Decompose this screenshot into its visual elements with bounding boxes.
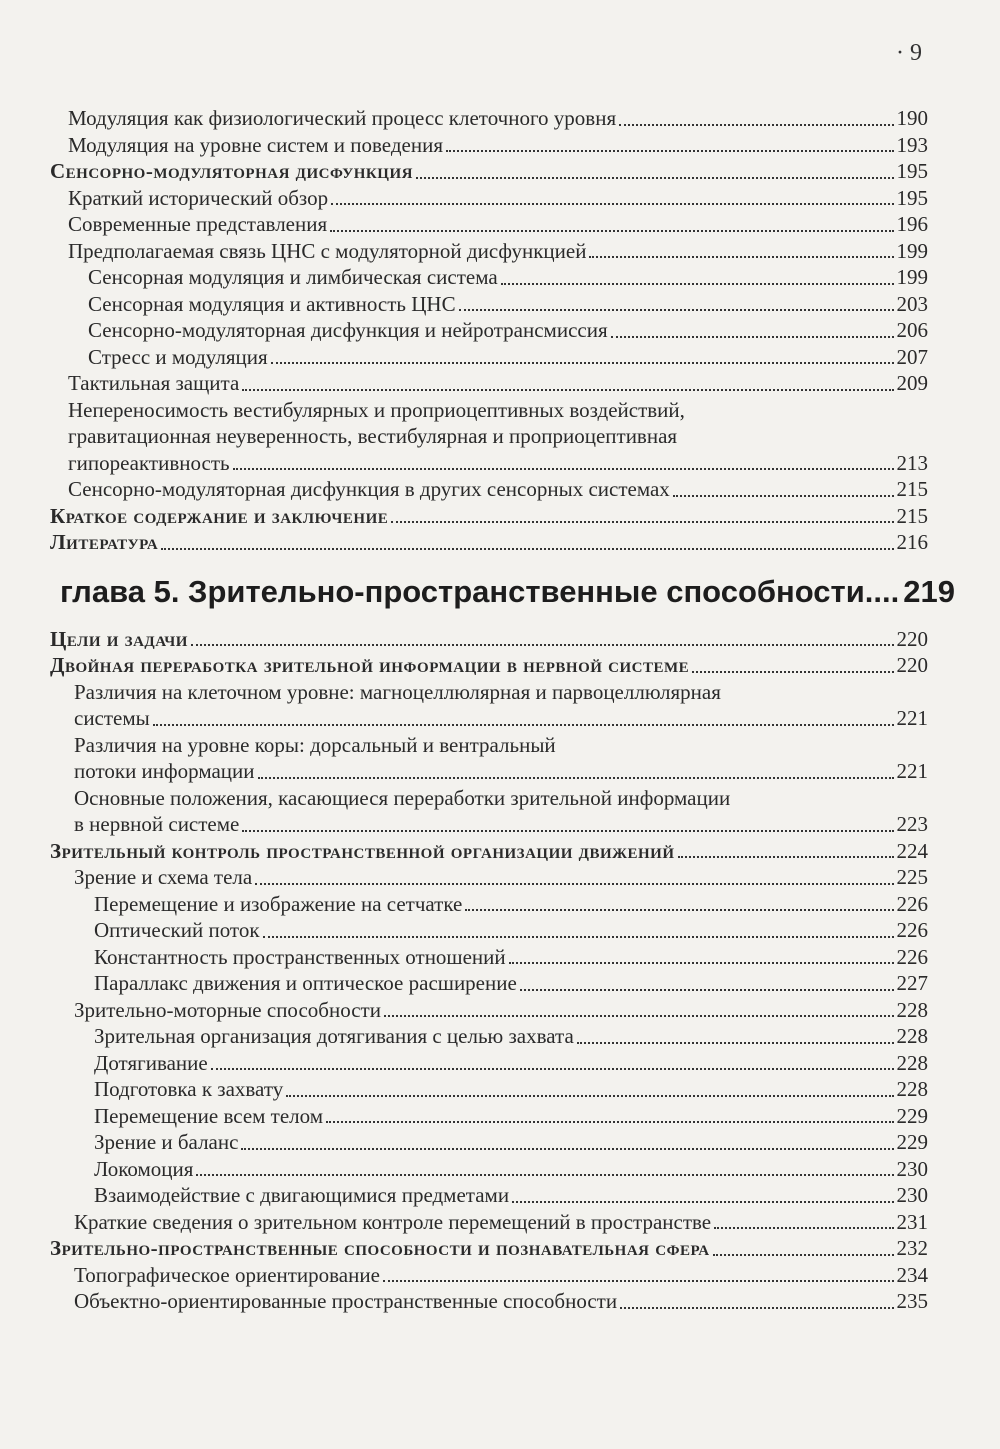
toc-entry-title: Зрительно-пространственные способности и познавательная сфера: [50, 1236, 710, 1260]
toc-entry-multiline: [50, 785, 928, 838]
dot-leader: [620, 1307, 893, 1309]
dot-leader: [678, 856, 894, 858]
toc-entry: [50, 317, 928, 344]
toc-entry: [50, 1103, 928, 1130]
chapter-title: глава 5. Зрительно-пространственные способности....: [60, 573, 900, 609]
toc-entry-page: 225: [896, 865, 928, 889]
toc-entry-page: 199: [896, 265, 928, 289]
dot-leader: [255, 883, 893, 885]
toc-entry-page: 220: [896, 653, 928, 677]
dot-leader: [589, 256, 893, 258]
dot-leader: [384, 1015, 894, 1017]
toc-entry: [50, 864, 928, 891]
toc-entry: [50, 1076, 928, 1103]
toc-entry: [50, 1209, 928, 1236]
toc-entry: [50, 370, 928, 397]
toc-entry: [50, 997, 928, 1024]
toc-entry-title: Тактильная защита: [68, 371, 240, 395]
toc-entry-title: Объектно-ориентированные пространственные способности: [74, 1289, 618, 1313]
toc-entry-title: Цели и задачи: [50, 626, 188, 651]
toc-entry-page: 190: [896, 106, 928, 130]
dot-leader: [330, 230, 893, 232]
toc-entry-title: Взаимодействие с двигающимися предметами: [94, 1183, 510, 1207]
toc-entry: [50, 944, 928, 971]
toc-entry-page: 235: [896, 1289, 928, 1313]
dot-leader: [241, 1148, 893, 1150]
toc-entry: [50, 264, 928, 291]
chapter-page: 219: [903, 573, 955, 609]
toc-entry-title: Сенсорно-модуляторная дисфункция и нейротрансмиссия: [88, 318, 608, 342]
dot-leader: [459, 309, 894, 311]
toc-entry-page: 232: [896, 1236, 928, 1260]
toc-entry: [68, 450, 928, 477]
toc-entry: [50, 1182, 928, 1209]
toc-entry: [50, 626, 928, 653]
toc-entry: [50, 970, 928, 997]
toc-entry-page: 216: [896, 530, 928, 554]
toc-entry-title: Сенсорная модуляция и активность ЦНС: [88, 291, 456, 316]
toc-entry-title-line: Различия на уровне коры: дорсальный и вентральный: [74, 732, 556, 757]
toc-entry-title: Краткие сведения о зрительном контроле перемещений в пространстве: [74, 1209, 712, 1234]
toc-entry: [50, 652, 928, 679]
toc-section-intolerance: [50, 397, 928, 477]
toc-entry-title: Дотягивание: [94, 1050, 208, 1075]
toc-entry: [50, 211, 928, 238]
toc-entry-title: Локомоция: [94, 1156, 194, 1181]
toc-entry: [50, 476, 928, 503]
dot-leader: [233, 468, 894, 470]
toc-entry-multiline: [50, 679, 928, 732]
toc-entry-title: потоки информации: [74, 759, 255, 783]
toc-entry-title: Зрительно-моторные способности: [74, 997, 381, 1022]
toc-entry-title: Перемещение всем телом: [94, 1103, 324, 1128]
toc-entry-title: Параллакс движения и оптическое расширение: [94, 971, 517, 995]
toc-entry-page: 230: [896, 1156, 928, 1181]
toc-entry-page: 213: [896, 450, 928, 475]
page-number: · 9: [896, 40, 922, 66]
toc-entry: [50, 105, 928, 132]
dot-leader: [577, 1042, 894, 1044]
toc-entry: [74, 705, 928, 732]
toc-section-summary: [50, 476, 928, 556]
toc-entry-title: Сенсорная модуляция и лимбическая система: [88, 265, 498, 289]
toc-entry-title: Современные представления: [68, 212, 328, 236]
toc-entry-title: Предполагаемая связь ЦНС с модуляторной дисфункцией: [68, 238, 587, 263]
toc-entry-title: Модуляция как физиологический процесс клеточного уровня: [68, 106, 617, 130]
toc-entry-title-line: Непереносимость вестибулярных и проприоцептивных воздействий,: [68, 397, 685, 422]
toc-entry-page: 226: [896, 891, 928, 916]
toc-entry-page: 215: [896, 477, 928, 501]
toc-entry-page: 223: [896, 812, 928, 836]
dot-leader: [714, 1227, 893, 1229]
toc-section-visual-control: [50, 838, 928, 1315]
toc-entry-title: гипореактивность: [68, 450, 230, 475]
toc-entry-page: 195: [896, 159, 928, 183]
toc-entry-title-line: Основные положения, касающиеся переработки зрительной информации: [74, 785, 731, 810]
toc-entry-title: Литература: [50, 530, 159, 554]
toc-entry-page: 206: [896, 318, 928, 342]
toc-entry-title: Сенсорно-модуляторная дисфункция в других сенсорных системах: [68, 477, 670, 501]
toc-entry-page: 228: [896, 1050, 928, 1075]
toc-entry-title: Константность пространственных отношений: [94, 944, 506, 969]
toc-entry: [50, 1156, 928, 1183]
dot-leader: [465, 909, 893, 911]
dot-leader: [416, 177, 894, 179]
dot-leader: [286, 1095, 893, 1097]
toc-entry-page: 224: [896, 838, 928, 863]
toc-entry: [50, 1262, 928, 1289]
toc-entry-page: 221: [896, 706, 928, 730]
toc-entry-multiline: [50, 397, 928, 477]
toc-entry-page: 193: [896, 132, 928, 157]
toc-entry-page: 230: [896, 1183, 928, 1207]
dot-leader: [611, 336, 894, 338]
toc-entry-title-line: гравитационная неуверенность, вестибулярная и проприоцептивная: [68, 424, 678, 448]
toc-entry-title: Оптический поток: [94, 918, 260, 942]
toc-entry: [50, 1235, 928, 1262]
dot-leader: [383, 1280, 894, 1282]
dot-leader: [242, 389, 893, 391]
toc-entry-title: Стресс и модуляция: [88, 344, 268, 369]
toc-entry: [50, 503, 928, 530]
dot-leader: [331, 203, 893, 205]
toc-entry-page: 229: [896, 1130, 928, 1154]
toc-entry-title: Подготовка к захвату: [94, 1077, 284, 1101]
toc-entry-title: Двойная переработка зрительной информации в нервной системе: [50, 653, 690, 677]
dot-leader: [713, 1254, 894, 1256]
toc-entry-page: 227: [896, 971, 928, 995]
dot-leader: [446, 150, 894, 152]
toc-entry-page: 228: [896, 1077, 928, 1101]
toc-entry-title-line: Различия на клеточном уровне: магноцеллюлярная и парвоцеллюлярная: [74, 679, 721, 704]
toc-section-modulation: [50, 105, 928, 397]
dot-leader: [501, 283, 894, 285]
toc-entry-page: 215: [896, 503, 928, 528]
dot-leader: [692, 671, 893, 673]
dot-leader: [263, 936, 894, 938]
toc-entry-page: 195: [896, 185, 928, 210]
toc-entry-title: Зрение и схема тела: [74, 865, 253, 889]
dot-leader: [512, 1201, 893, 1203]
toc-entry: [50, 529, 928, 556]
toc-entry: [50, 917, 928, 944]
toc-entry: [50, 891, 928, 918]
toc-entry-page: 221: [896, 759, 928, 783]
toc-entry: [74, 811, 928, 838]
toc-entry: [50, 1023, 928, 1050]
toc-entry: [50, 158, 928, 185]
toc-entry: [50, 185, 928, 212]
toc-entry-title: Краткий исторический обзор: [68, 185, 329, 210]
toc-entry-page: 220: [896, 626, 928, 651]
dot-leader: [271, 362, 894, 364]
dot-leader: [191, 644, 894, 646]
dot-leader: [196, 1174, 893, 1176]
toc-entry-multiline: [50, 732, 928, 785]
toc-entry-page: 226: [896, 944, 928, 969]
toc-section-goals: [50, 626, 928, 679]
toc-entry-title: Модуляция на уровне систем и поведения: [68, 132, 443, 157]
toc-entry-page: 199: [896, 238, 928, 263]
toc-entry: [50, 344, 928, 371]
dot-leader: [153, 724, 894, 726]
toc-entry-title: Топографическое ориентирование: [74, 1262, 380, 1287]
toc-entry-page: 234: [896, 1262, 928, 1287]
dot-leader: [211, 1068, 894, 1070]
dot-leader: [161, 548, 893, 550]
dot-leader: [242, 830, 893, 832]
toc-section-differences: [50, 679, 928, 838]
toc-entry-title: Зрительная организация дотягивания с целью захвата: [94, 1024, 574, 1048]
dot-leader: [619, 124, 893, 126]
toc-entry: [50, 838, 928, 865]
dot-leader: [520, 989, 894, 991]
toc-entry-page: 203: [896, 291, 928, 316]
toc-entry: [50, 1288, 928, 1315]
toc-entry-page: 231: [896, 1209, 928, 1234]
toc-entry-page: 229: [896, 1103, 928, 1128]
toc-entry: [50, 291, 928, 318]
toc-entry: [50, 1129, 928, 1156]
toc-entry-title: в нервной системе: [74, 812, 240, 836]
toc-entry-title: Зрение и баланс: [94, 1130, 239, 1154]
toc-entry-title: системы: [74, 706, 150, 730]
dot-leader: [391, 521, 893, 523]
dot-leader: [673, 495, 894, 497]
dot-leader: [509, 962, 894, 964]
toc-entry: [50, 1050, 928, 1077]
toc-entry-page: 226: [896, 918, 928, 942]
toc-entry: [50, 132, 928, 159]
toc-entry-page: 228: [896, 997, 928, 1022]
toc-entry-title: Сенсорно-модуляторная дисфункция: [50, 159, 413, 183]
toc-entry-title: Зрительный контроль пространственной организации движений: [50, 838, 675, 863]
toc-entry-page: 228: [896, 1024, 928, 1048]
toc-entry-title: Перемещение и изображение на сетчатке: [94, 891, 463, 916]
toc-entry-page: 209: [896, 371, 928, 395]
toc-entry-page: 207: [896, 344, 928, 369]
table-of-contents: [50, 105, 955, 1315]
toc-entry: [50, 238, 928, 265]
toc-entry: [74, 758, 928, 785]
toc-entry-page: 196: [896, 212, 928, 236]
chapter-heading: [60, 573, 955, 610]
dot-leader: [326, 1121, 893, 1123]
dot-leader: [258, 777, 894, 779]
toc-entry-title: Краткое содержание и заключение: [50, 503, 389, 528]
